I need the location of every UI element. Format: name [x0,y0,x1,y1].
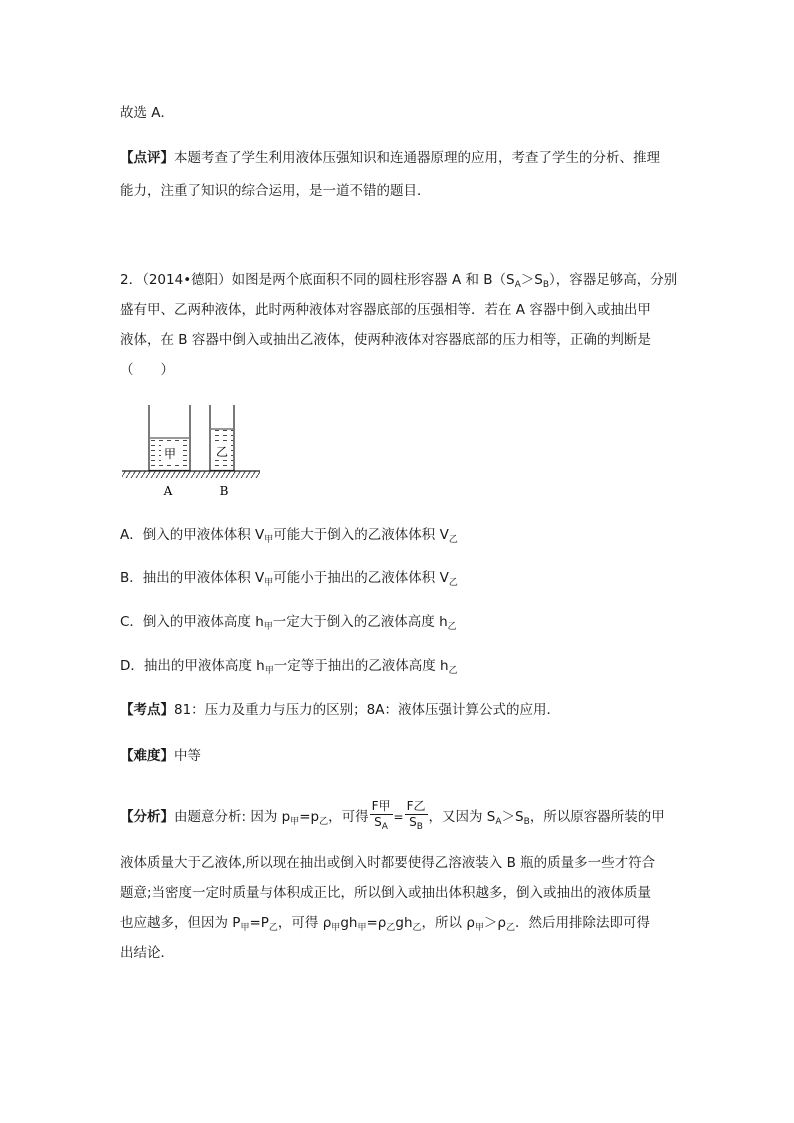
option-d-mid: 一定等于抽出的乙液体高度 h [273,658,449,674]
option-b-sub2: 乙 [448,578,458,588]
option-c[interactable] [120,612,457,637]
conclusion-text: 故选 A． [120,105,175,121]
fraction-fa-sa [370,799,393,835]
comment-line-1 [120,148,660,168]
analysis-text-a: 由题意分析: 因为 p [174,809,291,825]
question-line-1 [120,270,677,295]
analysis-sub-1: 甲 [290,817,300,827]
subscript-a: A [514,280,521,290]
analysis-text-c: ，可得 [328,809,369,825]
question-text-c: ），容器足够高，分别 [549,272,678,288]
option-a-text: A．倒入的甲液体体积 V [120,527,265,543]
kaodian-text: 81：压力及重力与压力的区别；8A：液体压强计算公式的应用． [174,702,561,718]
analysis-text-f: ，所以原容器所装的甲 [529,809,665,825]
question-line-4: （ ） [120,362,174,378]
liquid-b-label: 乙 [215,445,229,459]
option-b-mid: 可能小于抽出的乙液体体积 V [273,570,449,586]
option-d[interactable] [120,656,458,681]
option-c-sub1: 甲 [263,622,273,632]
analysis-line-2: 液体质量大于乙液体,所以现在抽出或倒入时都要使得乙溶液装入 B 瓶的质量多一些才符合 [120,855,656,871]
option-b-sub1: 甲 [264,578,274,588]
option-b[interactable] [120,568,458,593]
container-b [210,405,234,471]
option-c-mid: 一定大于倒入的乙液体高度 h [272,614,448,630]
option-d-sub2: 乙 [448,666,458,676]
liquid-a-label: 甲 [163,447,177,461]
option-a[interactable] [120,525,458,550]
option-c-text: C．倒入的甲液体高度 h [120,614,264,630]
analysis-sub-2: 乙 [319,817,329,827]
fraction-2-denominator: $S_B$ [409,815,423,832]
option-c-sub2: 乙 [447,622,457,632]
option-a-mid: 可能大于倒入的乙液体体积 V [273,527,449,543]
analysis-line-4: 也应越多，但因为 $P_甲=P_乙$，可得 $\rho_甲gh_甲=\rho_乙gh_乙$，所以 $\rho_甲>\rho_乙$．然后用排除法即可得 [120,915,651,933]
container-a-label: A [163,484,173,498]
analysis-line-1 [120,792,665,842]
kaodian-line [120,700,560,720]
fraction-equals: = [393,810,404,824]
comment-line-2: 能力，注重了知识的综合运用，是一道不错的题目． [120,183,431,199]
question-text-a: 2．（2014•德阳）如图是两个底面积不同的圆柱形容器 A 和 B（S [120,272,515,288]
ground-hatch [122,471,260,478]
nandu-tag: 【难度】 [120,748,174,764]
option-d-text: D．抽出的甲液体高度 h [120,658,265,674]
option-b-text: B．抽出的甲液体体积 V [120,570,265,586]
containers-figure [118,403,263,498]
question-text-b: ＞S [520,272,543,288]
comment-tag: 【点评】 [120,150,174,166]
analysis-text-b: =p [299,809,320,825]
analysis-sub-4: B [523,817,530,827]
option-d-sub1: 甲 [264,666,274,676]
fraction-fb-sb [405,799,428,835]
fraction-1-numerator: F甲 [371,799,391,813]
fraction-2-numerator: F乙 [406,799,426,813]
nandu-line [120,746,201,766]
analysis-sub-3: A [495,817,502,827]
comment-text-1: 本题考查了学生利用液体压强知识和连通器原理的应用，考查了学生的分析、推理 [174,150,660,166]
subscript-b: B [542,280,550,290]
analysis-line-3: 题意;当密度一定时质量与体积成正比，所以倒入或抽出体积越多，倒入或抽出的液体质量 [120,885,652,901]
analysis-text-e: ＞S [501,809,524,825]
nandu-text: 中等 [174,748,201,764]
analysis-line-5: 出结论． [120,945,174,961]
option-a-sub1: 甲 [264,535,274,545]
fraction-1-denominator: $S_A$ [374,815,388,832]
question-line-2: 盛有甲、乙两种液体，此时两种液体对容器底部的压强相等．若在 A 容器中倒入或抽出甲 [120,302,651,318]
option-a-sub2: 乙 [448,535,458,545]
analysis-text-d: ，又因为 S [428,809,496,825]
analysis-tag: 【分析】 [120,809,174,825]
kaodian-tag: 【考点】 [120,702,174,718]
question-line-3: 液体，在 B 容器中倒入或抽出乙液体，使两种液体对容器底部的压力相等，正确的判断是 [120,332,651,348]
container-b-label: B [219,484,229,498]
